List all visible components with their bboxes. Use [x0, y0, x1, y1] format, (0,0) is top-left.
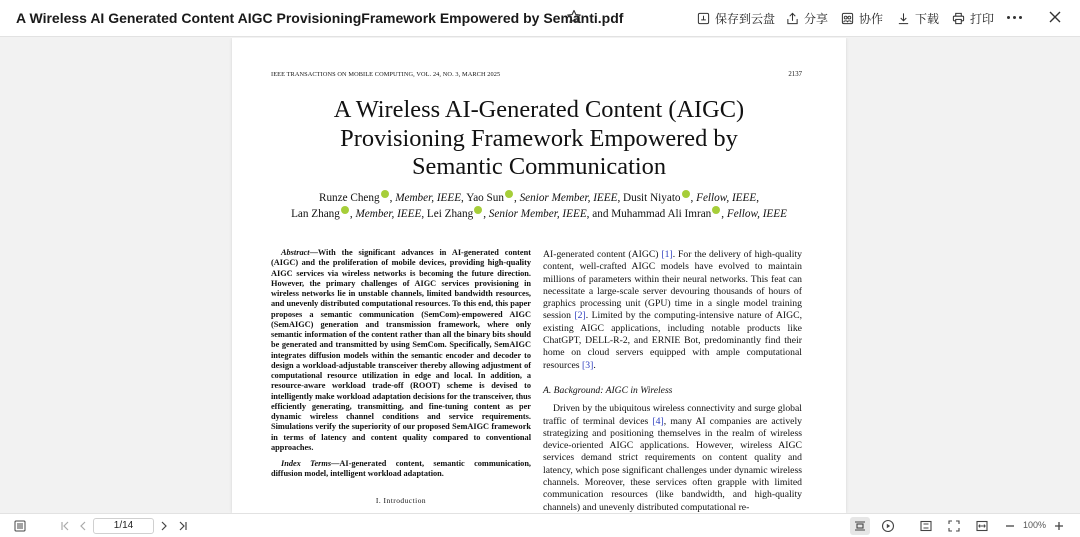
left-column	[271, 248, 531, 506]
abstract	[271, 248, 531, 453]
title-line: A Wireless AI-Generated Content (AIGC)	[333, 96, 745, 123]
index-terms-label: Index Terms	[281, 459, 332, 468]
author-role: Senior Member, IEEE	[488, 207, 587, 220]
author-list: Runze Cheng , Member, IEEE, Yao Sun , Senior Member, IEEE, Dusit Niyato , Fellow, IEEE, Lan Zhang , Member, IEEE, Lei Zhang , Senior Member, IEEE, and Muhammad Ali Imran , Fellow, IEEE	[291, 192, 787, 220]
cloud-save-icon	[697, 12, 710, 25]
close-icon[interactable]	[1049, 11, 1061, 23]
save-to-cloud-button[interactable]	[697, 9, 775, 27]
author-name: Runze Cheng	[319, 192, 380, 204]
index-terms-text: —AI-generated content, semantic communication, diffusion model, intelligent workload adaptation.	[271, 459, 532, 479]
download-label: 下载	[915, 11, 940, 26]
author-role: Fellow, IEEE	[696, 192, 757, 204]
right-column	[543, 249, 802, 513]
page-number: 2137	[788, 71, 802, 78]
text-run: . Limited by the computing-intensive nature of AIGC, existing AIGC applications, including notable products like ChatGPT, DELL-R-2, and ERNIE Bot, predominantly find their home on cloud servers equipped with ample computational resources	[543, 310, 803, 371]
last-page-icon[interactable]	[176, 519, 190, 533]
collaborate-icon	[841, 12, 854, 25]
zoom-out-icon[interactable]	[1003, 519, 1017, 533]
pdf-page	[232, 38, 846, 513]
share-icon	[786, 12, 799, 25]
top-toolbar	[0, 0, 1080, 37]
citation-link[interactable]: [3]	[582, 359, 594, 371]
outline-sidebar-icon[interactable]	[13, 519, 27, 533]
section-heading: I. Introduction	[375, 495, 427, 505]
next-page-icon[interactable]	[157, 519, 171, 533]
download-icon	[897, 12, 910, 25]
author-name: Dusit Niyato	[623, 192, 681, 204]
page-indicator-input[interactable]: 1/14	[93, 518, 154, 534]
author-role: Member, IEEE	[355, 207, 422, 220]
running-head: IEEE TRANSACTIONS ON MOBILE COMPUTING, VOL. 24, NO. 3, MARCH 2025	[271, 71, 501, 78]
share-button[interactable]	[786, 9, 828, 27]
citation-link[interactable]: [4]	[652, 415, 664, 427]
fit-page-icon[interactable]	[919, 519, 933, 533]
author-role: Member, IEEE	[395, 192, 462, 204]
orcid-icon[interactable]	[341, 206, 349, 214]
citation-link[interactable]: [2]	[574, 310, 586, 322]
orcid-icon[interactable]	[474, 206, 482, 214]
text-run: , many AI companies are actively strategizing and positioning themselves in the realm of wireless device-oriented AIGC applications. However, wireless AIGC services demand strict requirements on content quality and latency, which pose significant challenges under dynamic wireless channels. Moreover, these services often grapple with limited communication resources (like bandwidth, and high-quality channels) and unevenly distributed computational re-	[543, 415, 802, 513]
fit-width-icon[interactable]	[975, 519, 989, 533]
print-label: 打印	[970, 11, 995, 26]
document-viewer[interactable]	[0, 38, 1080, 513]
author-name: Lei Zhang	[426, 207, 474, 220]
paragraph	[543, 249, 802, 372]
star-icon[interactable]	[566, 9, 582, 25]
title-line: Provisioning Framework Empowered by	[340, 124, 738, 152]
play-slideshow-icon[interactable]	[881, 519, 895, 533]
author-name: Yao Sun	[466, 192, 504, 204]
author-role: Fellow, IEEE	[726, 207, 787, 220]
author-name: Lan Zhang	[291, 207, 340, 220]
text-run: .	[593, 359, 596, 371]
collaborate-label: 协作	[859, 11, 884, 26]
text-run: . For the delivery of high-quality content, well-crafted AIGC models have evolved to maintain millions of parameters within their neural networks. This feat can necessitate a large-scale server devouring thousands of hours of graphics processing unit (GPU) time in a single model training session	[543, 249, 802, 322]
document-title: A Wireless AI Generated Content AIGC ProvisioningFramework Empowered by Semanti.pdf	[16, 10, 624, 26]
index-terms	[271, 459, 531, 480]
author-name: and Muhammad Ali Imran	[592, 207, 712, 220]
first-page-icon[interactable]	[58, 519, 72, 533]
abstract-text: —With the significant advances in AI-generated content (AIGC) and the proliferation of mobile devices, providing high-quality AIGC services via wireless networks is becoming the future direction. However, the primary challenges of AIGC services provisioning in wireless networks lie in unstable channels, limited bandwidth resources, and unevenly distributed computational resources. To this end, this paper proposes a semantic communication (SemCom)-empowered AIGC (SemAIGC) generation and transmission framework, where only semantic information of the content rather than all the binary bits should be generated and transmitted by using SemCom. Specifically, SemAIGC integrates diffusion models within the semantic encoder and decoder to design a workload-adjustable transceiver thereby allowing adjustment of computational resource utilization in edge and local. In addition, a resource-aware workload trade-off (ROOT) scheme is devised to intelligently make workload adaptation decisions for the transceiver, thus efficiently generating, transmitting, and fine-tuning content as per dynamic wireless channel conditions and service requirements. Simulations verify the superiority of our proposed SemAIGC framework in terms of latency and content quality compared to conventional approaches.	[271, 248, 531, 452]
author-role: Senior Member, IEEE	[519, 192, 618, 204]
abstract-label: Abstract	[281, 248, 310, 257]
printer-icon	[952, 12, 965, 25]
download-button[interactable]	[897, 9, 939, 27]
text-run: Driven by the ubiquitous wireless connectivity and surge global traffic of terminal devices	[543, 403, 802, 427]
orcid-icon[interactable]	[712, 206, 720, 214]
bottom-toolbar	[0, 513, 1080, 537]
orcid-icon[interactable]	[505, 190, 513, 198]
orcid-icon[interactable]	[381, 190, 389, 198]
share-label: 分享	[804, 11, 829, 26]
collaborate-button[interactable]	[841, 9, 883, 27]
citation-link[interactable]: [1]	[661, 249, 673, 260]
paper-title	[232, 96, 846, 182]
more-options-icon[interactable]	[1007, 16, 1023, 20]
continuous-scroll-icon[interactable]	[853, 519, 867, 533]
title-line: Semantic Communication	[411, 153, 667, 181]
paragraph	[543, 403, 802, 513]
fullscreen-icon[interactable]	[947, 519, 961, 533]
text-run: AI-generated content (AIGC)	[543, 249, 662, 260]
zoom-level: 100%	[1023, 520, 1047, 530]
print-button[interactable]	[952, 9, 994, 27]
previous-page-icon[interactable]	[76, 519, 90, 533]
orcid-icon[interactable]	[682, 190, 690, 198]
save-to-cloud-label: 保存到云盘	[715, 11, 776, 26]
subsection-heading: A. Background: AIGC in Wireless	[543, 384, 673, 396]
zoom-in-icon[interactable]	[1052, 519, 1066, 533]
